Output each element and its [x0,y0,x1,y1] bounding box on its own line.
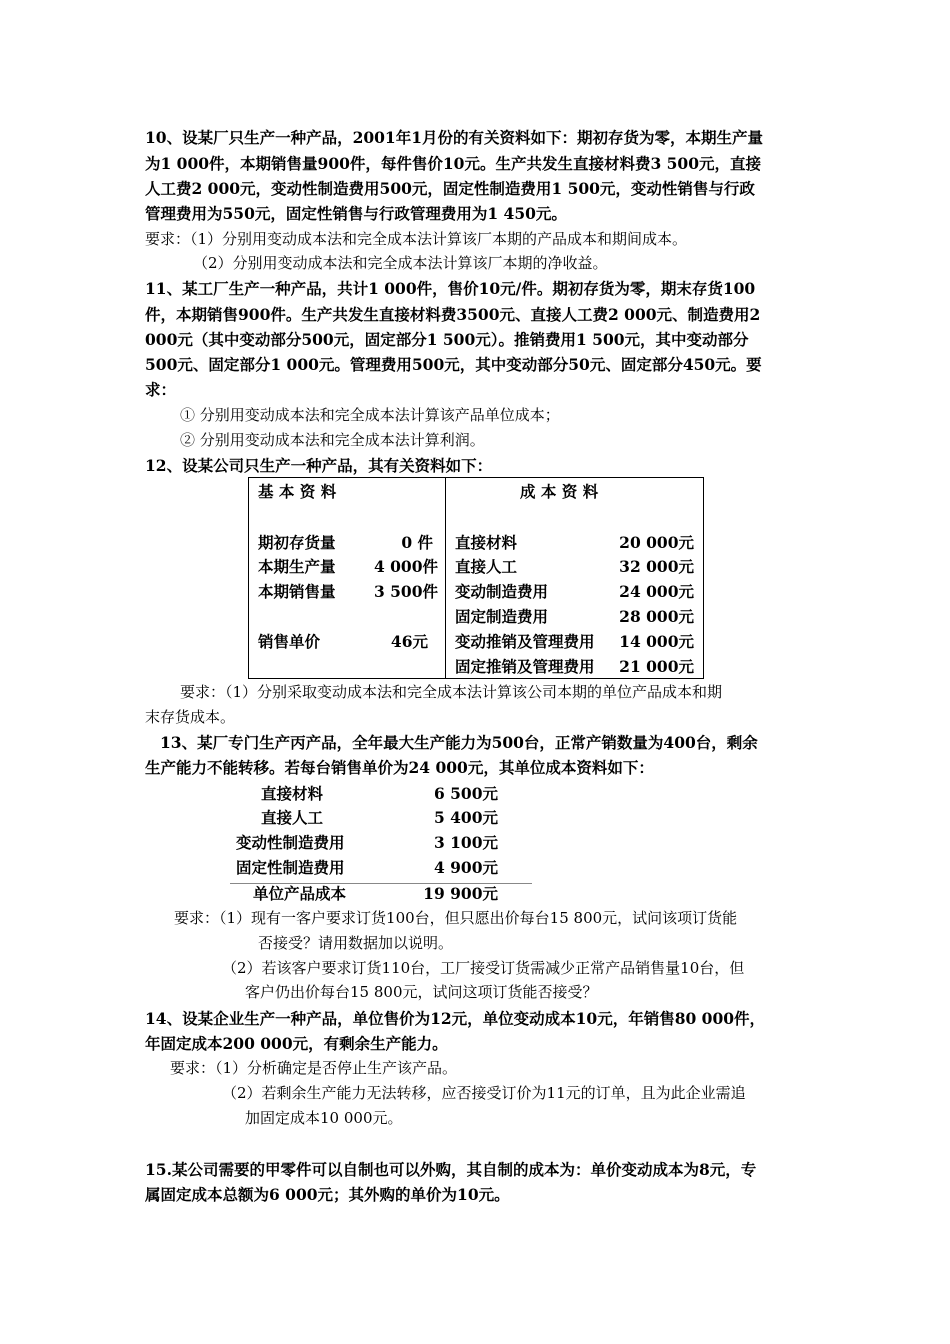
q12-cost-value: 24 000元 [619,582,694,601]
q13-cost-value: 5 400元 [433,808,498,827]
q12-title: 12、设某公司只生产一种产品，其有关资料如下： [145,456,493,475]
q10-line-1: 10、设某厂只生产一种产品，2001年1月份的有关资料如下：期初存货为零，本期生产量 [145,128,763,147]
q13-cost-value: 3 100元 [433,833,498,852]
q12-requirement-line-1: 要求：（1）分别采取变动成本法和完全成本法计算该公司本期的单位产品成本和期 [180,683,723,701]
q14-requirement-1: 要求：（1）分析确定是否停止生产该产品。 [170,1059,458,1077]
q12-cost-value: 32 000元 [619,557,694,576]
q10-line-2: 为1 000件，本期销售量900件，每件售价10元。生产共发生直接材料费3 500元，直接 [145,154,761,173]
q14-requirement-2a: （2）若剩余生产能力无法转移，应否接受订价为11元的订单，且为此企业需追 [222,1084,746,1102]
q13-requirement-1a: 要求：（1）现有一客户要求订货100台，但只愿出价每台15 800元，试问该项订货能 [174,909,738,927]
q12-table-divider [445,477,446,679]
q12-basic-value: 0 件 [401,533,433,552]
q11-requirement-1: ① 分别用变动成本法和完全成本法计算该产品单位成本； [180,406,560,424]
q12-basic-label: 本期销售量 [258,582,336,601]
q11-line-5: 求： [145,380,177,399]
q11-line-2: 件，本期销售900件。生产共发生直接材料费3500元、直接人工费2 000元、制造费用2 [145,305,761,324]
q13-line-2: 生产能力不能转移。若每台销售单价为24 000元，其单位成本资料如下： [145,758,654,777]
q12-cost-value: 28 000元 [619,607,694,626]
q12-basic-label: 本期生产量 [258,557,336,576]
q15-line-1: 15.某公司需要的甲零件可以自制也可以外购，其自制的成本为：单价变动成本为8元，专 [145,1160,757,1179]
q13-cost-value: 19 900元 [423,884,498,903]
q13-cost-value: 6 500元 [433,784,498,803]
q13-cost-label: 固定性制造费用 [236,858,345,877]
q13-requirement-2b: 客户仍出价每台15 800元，试问这项订货能否接受？ [245,983,598,1001]
q12-cost-label: 固定制造费用 [455,607,549,626]
q12-cost-label: 变动推销及管理费用 [455,632,595,651]
q12-basic-label: 销售单价 [258,632,321,651]
q14-line-2: 年固定成本200 000元，有剩余生产能力。 [145,1034,448,1053]
q12-cost-value: 14 000元 [619,632,694,651]
q12-basic-header: 基 本 资 料 [258,482,337,501]
q13-cost-label: 单位产品成本 [253,884,347,903]
q15-line-2: 属固定成本总额为6 000元；其外购的单价为10元。 [145,1185,510,1204]
q12-basic-value: 46元 [390,632,428,651]
q13-requirement-2a: （2）若该客户要求订货110台，工厂接受订货需减少正常产品销售量10台，但 [222,959,745,977]
q12-basic-label: 期初存货量 [258,533,336,552]
q10-line-4: 管理费用为550元，固定性销售与行政管理费用为1 450元。 [145,204,567,223]
q13-requirement-1b: 否接受？请用数据加以说明。 [258,934,454,952]
q12-basic-value: 3 500件 [373,582,438,601]
q12-cost-label: 直接人工 [455,557,518,576]
q12-cost-value: 20 000元 [619,533,694,552]
q12-cost-label: 固定推销及管理费用 [455,657,595,676]
q10-requirement-2: （2）分别用变动成本法和完全成本法计算该厂本期的净收益。 [193,254,608,272]
q13-cost-label: 变动性制造费用 [236,833,345,852]
q11-line-4: 500元、固定部分1 000元。管理费用500元，其中变动部分50元、固定部分450元。要 [145,355,762,374]
q12-cost-value: 21 000元 [619,657,694,676]
q10-requirement-1: 要求：（1）分别用变动成本法和完全成本法计算该厂本期的产品成本和期间成本。 [145,230,688,248]
q12-cost-label: 直接材料 [455,533,518,552]
q12-cost-label: 变动制造费用 [455,582,549,601]
q12-basic-value: 4 000件 [373,557,438,576]
q14-line-1: 14、设某企业生产一种产品，单位售价为12元，单位变动成本10元，年销售80 000件， [145,1009,766,1028]
q13-line-1: 13、某厂专门生产丙产品，全年最大生产能力为500台，正常产销数量为400台，剩余 [160,733,758,752]
q11-requirement-2: ② 分别用变动成本法和完全成本法计算利润。 [180,431,485,449]
q13-cost-label: 直接人工 [261,808,324,827]
q12-requirement-line-2: 末存货成本。 [145,708,236,726]
q13-cost-value: 4 900元 [433,858,498,877]
q11-line-1: 11、某工厂生产一种产品，共计1 000件，售价10元/件。期初存货为零，期末存货100 [145,279,756,298]
q13-cost-label: 直接材料 [261,784,324,803]
q10-line-3: 人工费2 000元，变动性制造费用500元，固定性制造费用1 500元，变动性销售与行政 [145,179,755,198]
q12-cost-header: 成 本 资 料 [520,482,599,501]
q11-line-3: 000元（其中变动部分500元，固定部分1 500元）。推销费用1 500元，其中变动部分 [145,330,749,349]
q14-requirement-2b: 加固定成本10 000元。 [245,1109,403,1127]
